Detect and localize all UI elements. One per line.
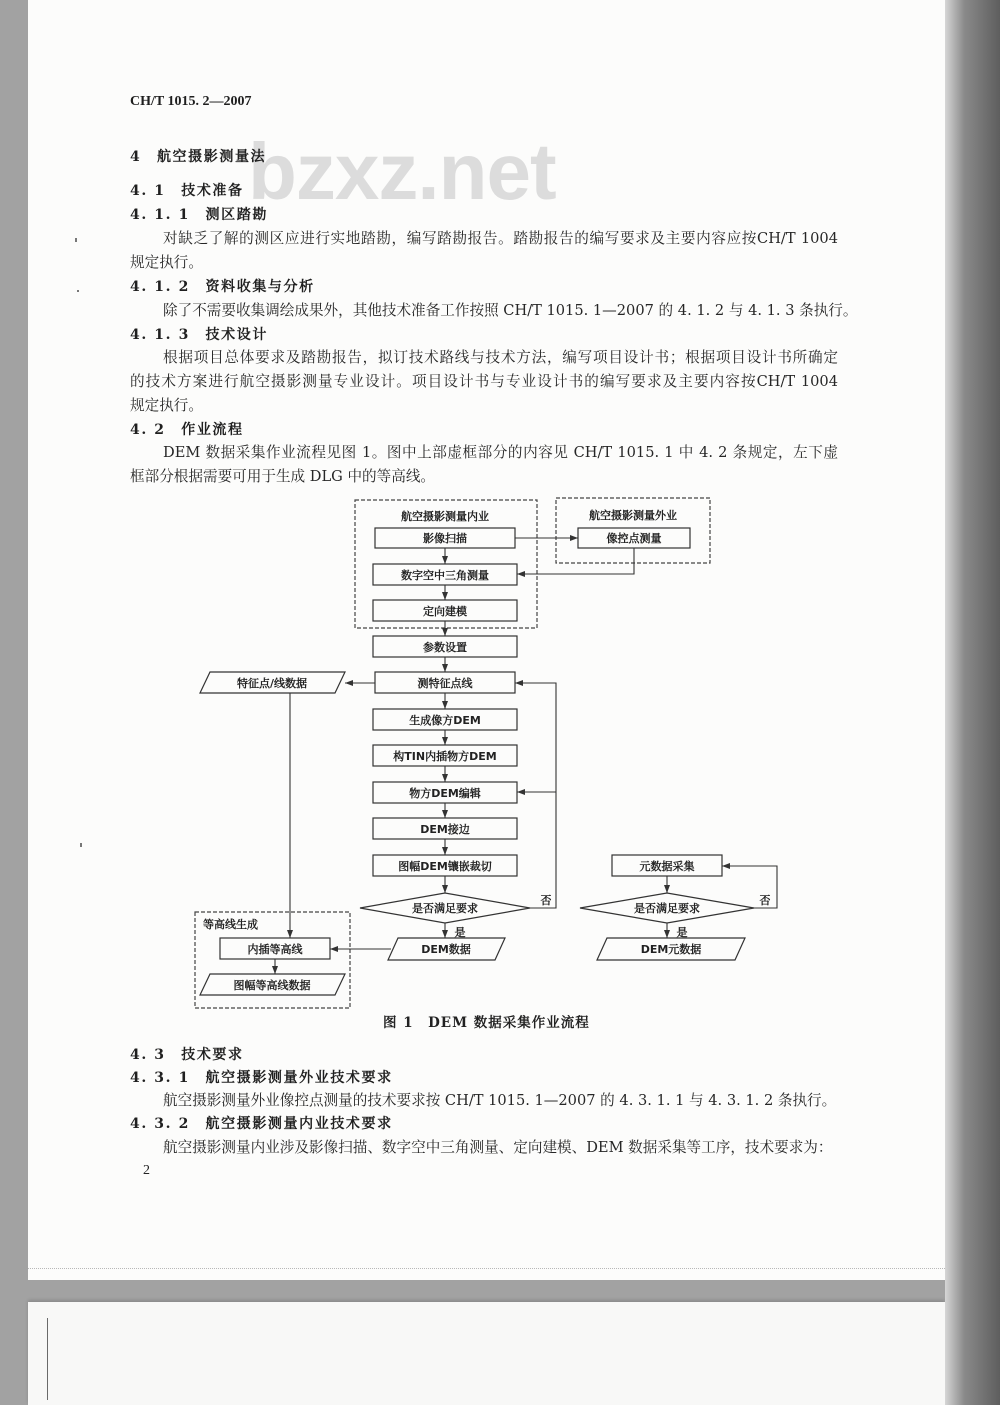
dem-metadata-label: DEM元数据 bbox=[640, 943, 702, 956]
section-4-1-heading: 4. 1 技术准备 bbox=[130, 183, 244, 199]
field-group-label: 航空摄影测量外业 bbox=[589, 509, 677, 522]
paragraph-line: 框部分根据需要可用于生成 DLG 中的等高线。 bbox=[130, 468, 436, 485]
scan-speck bbox=[77, 290, 79, 292]
next-page-edge-line bbox=[47, 1318, 48, 1400]
step-tin-dem-label: 构TIN内插物方DEM bbox=[393, 750, 497, 763]
paragraph-line: 航空摄影测量外业像控点测量的技术要求按 CH/T 1015. 1—2007 的 4. 3. 1. 1 与 4. 3. 1. 2 条执行。 bbox=[163, 1092, 837, 1109]
step-params-label: 参数设置 bbox=[423, 641, 467, 654]
metadata-check-label: 是否满足要求 bbox=[634, 902, 700, 915]
indoor-group-label: 航空摄影测量内业 bbox=[401, 510, 489, 523]
paragraph-line: 规定执行。 bbox=[130, 397, 203, 414]
section-4-2-heading: 4. 2 作业流程 bbox=[130, 422, 244, 438]
section-4-1-3-heading: 4. 1. 3 技术设计 bbox=[130, 327, 268, 343]
section-4-3-heading: 4. 3 技术要求 bbox=[130, 1047, 244, 1063]
metadata-check-no-label: 否 bbox=[759, 894, 771, 907]
contour-group-label: 等高线生成 bbox=[203, 918, 258, 931]
paragraph-line: 根据项目总体要求及踏勘报告，拟订技术路线与技术方法，编写项目设计书；根据项目设计书所确定 bbox=[163, 349, 838, 366]
scan-speck bbox=[75, 238, 77, 242]
dem-data-label: DEM数据 bbox=[421, 943, 471, 956]
dem-check-label: 是否满足要求 bbox=[412, 902, 478, 915]
step-dem-mosaic-label: 图幅DEM镶嵌裁切 bbox=[398, 860, 492, 873]
paragraph-line: 对缺乏了解的测区应进行实地踏勘，编写踏勘报告。踏勘报告的编写要求及主要内容应按CH/T 1004 bbox=[163, 230, 838, 247]
step-aerotriangulation-label: 数字空中三角测量 bbox=[401, 569, 489, 582]
section-4-3-2-heading: 4. 3. 2 航空摄影测量内业技术要求 bbox=[130, 1116, 393, 1132]
metadata-check-yes-label: 是 bbox=[676, 926, 688, 939]
dem-check-yes-label: 是 bbox=[454, 926, 466, 939]
next-page bbox=[28, 1302, 945, 1405]
step-control-survey-label: 像控点测量 bbox=[606, 532, 662, 545]
feature-data-label: 特征点/线数据 bbox=[236, 677, 308, 690]
step-dem-edge-label: DEM接边 bbox=[420, 823, 470, 836]
paragraph-line: 航空摄影测量内业涉及影像扫描、数字空中三角测量、定向建模、DEM 数据采集等工序，技术要求为： bbox=[163, 1139, 833, 1156]
field-group-frame bbox=[556, 498, 710, 563]
arrow-no-back-to-feature bbox=[515, 683, 556, 908]
step-feature-measure-label: 测特征点线 bbox=[417, 677, 473, 690]
page-bottom-rule bbox=[28, 1268, 945, 1269]
watermark: bzxz.net bbox=[248, 127, 556, 216]
dem-workflow-flowchart bbox=[180, 495, 800, 1015]
section-4-1-1-heading: 4. 1. 1 测区踏勘 bbox=[130, 207, 268, 223]
step-image-dem-label: 生成像方DEM bbox=[409, 714, 481, 727]
standard-code-header: CH/T 1015. 2—2007 bbox=[130, 94, 252, 109]
section-4-3-1-heading: 4. 3. 1 航空摄影测量外业技术要求 bbox=[130, 1070, 393, 1086]
paragraph-line: 的技术方案进行航空摄影测量专业设计。项目设计书与专业设计书的编写要求及主要内容按CH/T 1004 bbox=[130, 373, 838, 390]
contour-data-label: 图幅等高线数据 bbox=[233, 979, 311, 992]
step-dem-edit-label: 物方DEM编辑 bbox=[409, 787, 481, 800]
dem-check-no-label: 否 bbox=[540, 894, 552, 907]
section-4-heading: 4 航空摄影测量法 bbox=[130, 149, 267, 165]
step-image-scan-label: 影像扫描 bbox=[423, 532, 467, 545]
scanner-edge-shadow bbox=[945, 0, 1000, 1405]
figure-caption: 图 1 DEM 数据采集作业流程 bbox=[383, 1015, 590, 1031]
contour-interp-label: 内插等高线 bbox=[247, 943, 303, 956]
metadata-collect-label: 元数据采集 bbox=[639, 860, 695, 873]
step-orientation-label: 定向建模 bbox=[423, 605, 467, 618]
paragraph-line: 除了不需要收集调绘成果外，其他技术准备工作按照 CH/T 1015. 1—2007 的 4. 1. 2 与 4. 1. 3 条执行。 bbox=[163, 302, 858, 319]
paragraph-line: DEM 数据采集作业流程见图 1。图中上部虚框部分的内容见 CH/T 1015. 1 中 4. 2 条规定，左下虚 bbox=[163, 444, 838, 461]
page-number: 2 bbox=[143, 1163, 150, 1178]
paragraph-line: 规定执行。 bbox=[130, 254, 203, 271]
arrow-control-to-aerotriangulation bbox=[517, 548, 634, 574]
section-4-1-2-heading: 4. 1. 2 资料收集与分析 bbox=[130, 279, 315, 295]
scan-speck bbox=[80, 843, 82, 847]
